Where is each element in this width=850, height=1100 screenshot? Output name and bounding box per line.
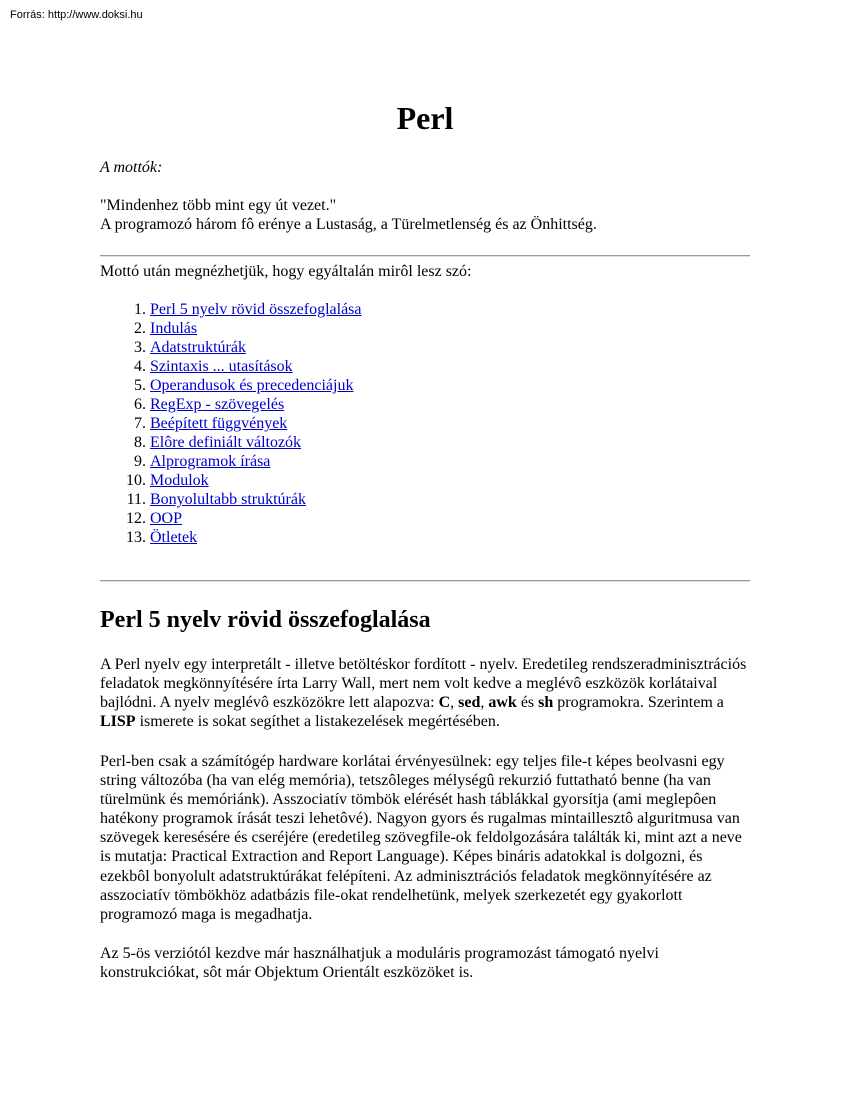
toc-item — [150, 433, 362, 452]
toc-link[interactable]: Operandusok és precedenciájuk — [150, 377, 354, 394]
paragraph-modules: Az 5-ös verziótól kezdve már használhatjuk a moduláris programozást támogató nyelvi konstrukciókat, sôt már Objektum Orientált eszközöket is. — [100, 945, 659, 982]
toc-link[interactable]: Elôre definiált változók — [150, 434, 302, 451]
horizontal-divider — [100, 580, 750, 582]
toc-link[interactable]: Alprogramok írása — [150, 453, 271, 470]
mottos-label: A mottók: — [100, 159, 163, 176]
motto-line: A programozó három fô erénye a Lustaság, a Türelmetlenség és az Önhittség. — [100, 216, 597, 233]
toc-item — [150, 300, 362, 319]
tool-name: C — [438, 694, 451, 712]
horizontal-divider — [100, 255, 750, 257]
toc-intro: Mottó után megnézhetjük, hogy egyáltalán mirôl lesz szó: — [100, 263, 472, 280]
toc-link[interactable]: Szintaxis ... utasítások — [150, 358, 293, 375]
tool-name: sh — [538, 694, 554, 712]
toc-link[interactable]: Perl 5 nyelv rövid összefoglalása — [150, 301, 362, 318]
toc-item — [150, 338, 362, 357]
toc-item — [150, 452, 362, 471]
tool-name: sed — [458, 694, 481, 712]
tool-name: awk — [488, 694, 517, 712]
toc-link[interactable]: Ötletek — [150, 529, 198, 546]
motto-line: "Mindenhez több mint egy út vezet." — [100, 197, 337, 214]
paragraph-intro — [100, 655, 750, 731]
toc-link[interactable]: OOP — [150, 510, 183, 527]
toc-link[interactable]: Indulás — [150, 320, 198, 337]
toc-link[interactable]: Adatstruktúrák — [150, 339, 246, 356]
toc-item — [150, 319, 362, 338]
toc-item — [150, 509, 362, 528]
toc-link[interactable]: RegExp - szövegelés — [150, 396, 285, 413]
paragraph-features: Perl-ben csak a számítógép hardware korlátai érvényesülnek: egy teljes file-t képes beolvasni egy string változóba (ha van elég memória), tetszôleges mélységû rekurzió futtatható benne (ha van türelmünk és memóriánk). Asszociatív tömbök elérését hash táblákkal gyorsítja (ami meglepôen hatékony programok írását teszi lehetôvé). Nagyon gyors és rugalmas mintaillesztô alguritmusa van szövegek keresésére és cseréjére (eredetileg szövegfile-ok feldolgozására találták ki, mint azt a neve is mutatja: Practical Extraction and Report Language). Képes bináris adatokkal is dolgozni, és ezekbôl bonyolult adatstruktúrákat felépíteni. Az adminisztrációs feladatok megkönnyítésére az asszociatív tömbökhöz adatbázis file-okat rendelhetünk, melyek szerkezetét egy gyakorlott programozó maga is megadhatja. — [100, 753, 742, 923]
table-of-contents — [100, 300, 362, 547]
section-heading: Perl 5 nyelv rövid összefoglalása — [100, 607, 431, 633]
paragraph-text: ismerete is sokat segíthet a listakezelések megértésében. — [135, 713, 500, 731]
toc-item — [150, 357, 362, 376]
paragraph-text: programokra. Szerintem a — [553, 694, 724, 712]
tool-name: LISP — [100, 713, 136, 731]
paragraph-text: A Perl nyelv egy interpretált - illetve betöltéskor fordított - nyelv. Eredetileg rendszeradminisztrációs feladatok megkönnyítésére írta Larry Wall, mert nem volt kedve a meglévô eszközök korlátaival bajlódni. A nyelv meglévô eszközökre lett alapozva: — [100, 656, 747, 712]
toc-link[interactable]: Beépített függvények — [150, 415, 288, 432]
toc-item — [150, 414, 362, 433]
toc-item — [150, 395, 362, 414]
separator: , — [450, 694, 459, 712]
page-title: Perl — [396, 100, 454, 136]
motto-block — [100, 196, 597, 234]
source-note: Forrás: http://www.doksi.hu — [10, 9, 143, 21]
toc-item — [150, 471, 362, 490]
paragraph-text: és — [516, 694, 539, 712]
toc-link[interactable]: Modulok — [150, 472, 209, 489]
toc-item — [150, 376, 362, 395]
toc-link[interactable]: Bonyolultabb struktúrák — [150, 491, 306, 508]
toc-item — [150, 528, 362, 547]
toc-item — [150, 490, 362, 509]
separator: , — [480, 694, 489, 712]
